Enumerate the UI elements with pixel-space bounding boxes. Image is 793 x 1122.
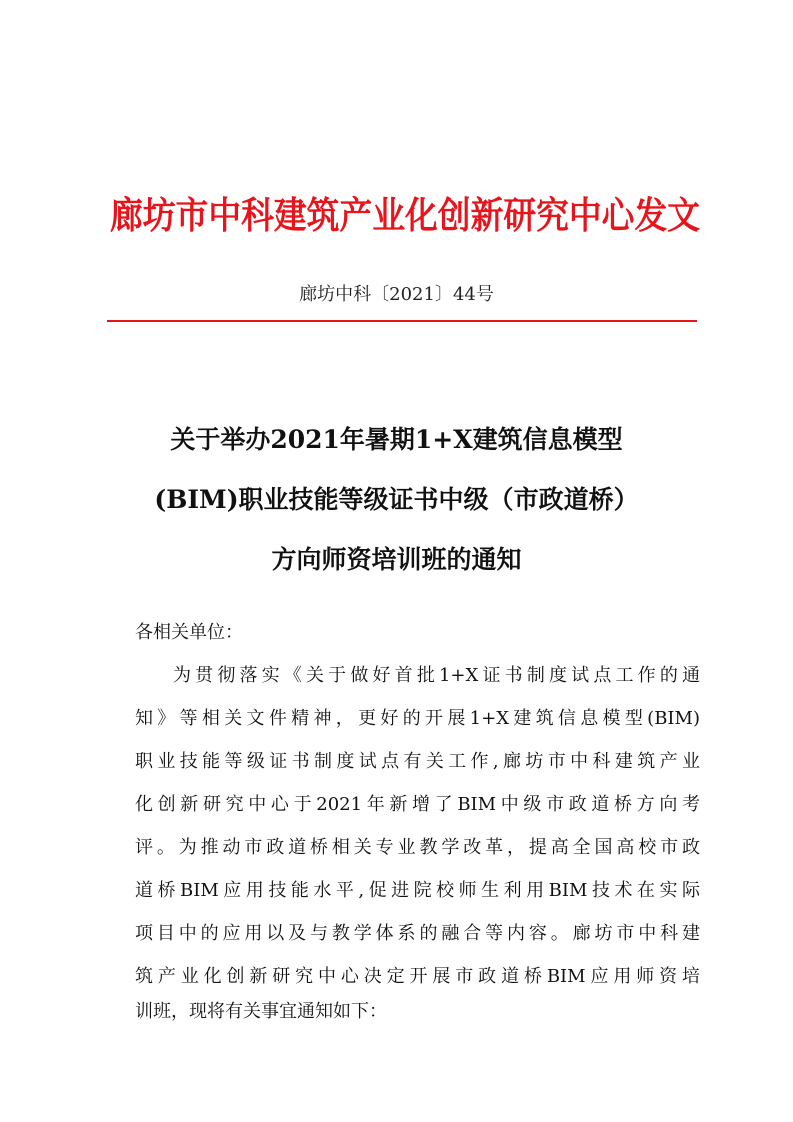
masthead-title: 廊坊市中科建筑产业化创新研究中心发文	[110, 193, 700, 238]
body-line: 为贯彻落实《关于做好首批1+X证书制度试点工作的通	[173, 665, 700, 686]
notice-title-line-2: (BIM)职业技能等级证书中级（市政道桥）	[154, 485, 639, 514]
notice-title-line-3: 方向师资培训班的通知	[271, 545, 522, 574]
body-line: 道桥BIM应用技能水平,促进院校师生利用BIM技术在实际	[135, 880, 700, 901]
body-line: 职业技能等级证书制度试点有关工作,廊坊市中科建筑产业	[135, 751, 700, 772]
body-line: 训班，现将有关事宜通知如下：	[135, 1001, 387, 1022]
red-divider	[107, 320, 697, 322]
document-number: 廊坊中科〔2021〕44号	[299, 284, 494, 305]
body-line: 化创新研究中心于2021年新增了BIM中级市政道桥方向考	[135, 794, 700, 815]
body-line: 评。为推动市政道桥相关专业教学改革，提高全国高校市政	[135, 837, 700, 858]
salutation: 各相关单位：	[135, 622, 243, 643]
body-line: 筑产业化创新研究中心决定开展市政道桥BIM应用师资培	[135, 966, 700, 987]
body-line: 知》等相关文件精神，更好的开展1+X建筑信息模型(BIM)	[135, 708, 700, 729]
notice-title-line-1: 关于举办2021年暑期1+X建筑信息模型	[170, 425, 623, 454]
body-line: 项目中的应用以及与教学体系的融合等内容。廊坊市中科建	[135, 923, 700, 944]
